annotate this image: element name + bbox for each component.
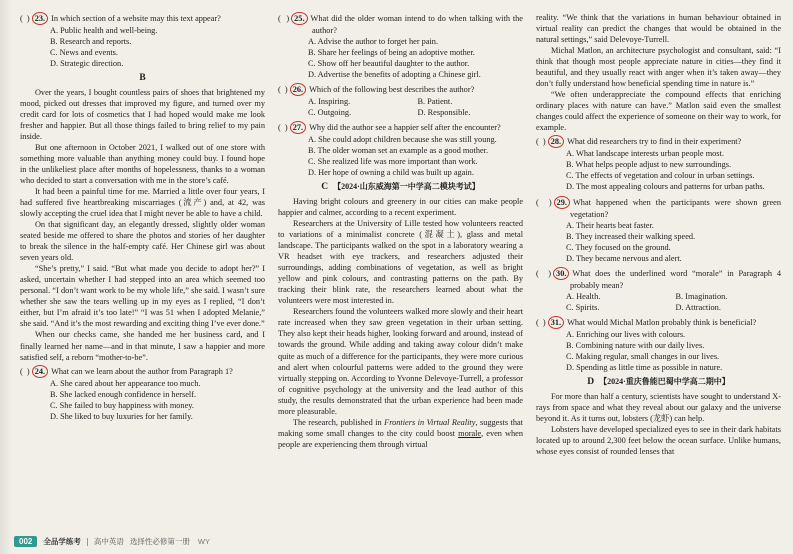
- option-c: C. They focused on the ground.: [566, 242, 671, 252]
- question-26-stem: [278, 83, 523, 96]
- option-a: A. Advise the author to forget her pain.: [308, 37, 439, 47]
- option-b: B. Research and reports.: [50, 37, 132, 47]
- column-left: [20, 12, 265, 530]
- footer-divider: [87, 538, 88, 546]
- question-30-stem: [536, 267, 781, 291]
- passage-paragraph: Having bright colours and greenery in our cities can make people happier and calmer, according to a recent experiment.: [278, 197, 523, 218]
- option-b: B. Imagination.: [675, 291, 728, 301]
- option-d: D. She liked to buy luxuries for her family.: [50, 411, 193, 421]
- section-heading-c: [278, 181, 523, 194]
- option-c: C. Outgoing.: [308, 108, 352, 118]
- option-c: C. Spirits.: [566, 302, 600, 312]
- option-b: B. They increased their walking speed.: [566, 231, 696, 241]
- option-b: B. What helps people adjust to new surroundings.: [566, 160, 732, 170]
- question-23: [20, 12, 265, 69]
- question-number: 24.: [32, 365, 48, 378]
- option-a: A. She cared about her appearance too much.: [50, 378, 201, 388]
- italic-title: Frontiers in Virtual Reality: [384, 417, 476, 427]
- question-25: [278, 12, 523, 80]
- option-d: D. Attraction.: [675, 302, 721, 312]
- question-28-options: [566, 148, 781, 192]
- question-24-options: [50, 378, 265, 422]
- question-25-options: [308, 36, 523, 80]
- page-number-badge: 002: [14, 536, 37, 547]
- answer-paren: ( ): [536, 317, 546, 327]
- answer-paren: ( ): [278, 85, 288, 95]
- question-number: 28.: [548, 135, 564, 148]
- question-text: In which section of a website may this text appear?: [51, 14, 221, 23]
- question-27-options: [308, 134, 523, 178]
- question-text: Why did the author see a happier self after the encounter?: [309, 123, 501, 133]
- question-23-stem: [20, 12, 265, 25]
- option-b: B. Combining nature with our daily lives.: [566, 340, 705, 350]
- question-29-options: [566, 220, 781, 264]
- passage-paragraph: Michal Matlon, an architecture psychologist and consultant, said: “I think that though most people appreciate nature in cities—they find it beautiful, and they usually react with anger when it’s taken away—they don’t fully understand how beneficial spending time in nature is.”: [536, 46, 781, 89]
- option-b: B. She lacked enough confidence in herself.: [50, 389, 197, 399]
- brand-label: 全品学练考: [43, 537, 81, 546]
- question-25-stem: [278, 12, 523, 36]
- text-run: , suggests that making some small changes to the city could boost: [278, 417, 523, 438]
- question-number: 29.: [554, 196, 570, 209]
- option-c: C. News and events.: [50, 48, 118, 58]
- option-d: D. Responsible.: [417, 108, 471, 118]
- question-text: What happened when the participants were shown green vegetation?: [570, 197, 781, 219]
- option-c: C. She realized life was more important than work.: [308, 157, 478, 167]
- question-28: [536, 135, 781, 192]
- option-a: A. She could adopt children because she was still young.: [308, 135, 497, 145]
- option-c: C. Show off her beautiful daughter to the author.: [308, 59, 470, 69]
- passage-paragraph: Lobsters have developed specialized eyes to see in their dark habitats located up to around 2,300 feet below the ocean surface. Unlike humans, whose eyes consist of rounded lenses that: [536, 424, 781, 456]
- question-text: Which of the following best describes the author?: [309, 85, 475, 95]
- option-d: D. Spending as little time as possible in nature.: [566, 362, 723, 372]
- option-b: B. The older woman set an example as a good mother.: [308, 146, 489, 156]
- option-b: B. Share her feelings of being an adoptive mother.: [308, 48, 475, 58]
- question-30-options: [566, 291, 781, 313]
- option-d: D. Strategic direction.: [50, 59, 124, 69]
- answer-paren: ( ): [278, 123, 288, 133]
- question-number: 31.: [548, 316, 564, 329]
- passage-paragraph: Researchers at the University of Lille tested how volunteers reacted to variations of a minimalist concrete (混凝土), glass and metal landscape. The participants walked on the spot in a laboratory wearing a VR headset with eye trackers, and researchers adjusted their surroundings, adding combinations of vegetation, as well as bright yellow and pink colours, and contrasting patterns on the path. By tracking their blink rate, the researchers learned about what the volunteers were most interested in.: [278, 219, 523, 306]
- passage-paragraph-morale: [278, 417, 523, 450]
- question-24-stem: [20, 365, 265, 378]
- option-c: C. She failed to buy happiness with money.: [50, 400, 194, 410]
- answer-paren: ( ): [536, 137, 546, 147]
- section-letter: D: [587, 376, 595, 387]
- page-footer: [14, 536, 779, 547]
- text-run: , even when people are experiencing them through virtual: [278, 428, 523, 449]
- section-source: 【2024·山东威海第一中学高二模块考试】: [333, 182, 480, 192]
- option-d: D. The most appealing colours and patterns for urban paths.: [566, 182, 765, 192]
- option-d: D. Her hope of owning a child was built up again.: [308, 168, 474, 178]
- section-heading-b: B: [139, 73, 146, 84]
- option-a: A. Enriching our lives with colours.: [566, 329, 686, 339]
- answer-paren: ( ): [20, 366, 30, 376]
- passage-paragraph: “She’s pretty,” I said. “But what made you decide to adopt her?” I asked, uncertain whether I had stepped into an area which seemed too personal. “I don’t want work to be my whole life,” she said. I wasn’t sure whether she saw the tears welling up in my eyes as I replied, “I don’t either, but I’m afraid it’s too late!” “I was 51 when I adopted Melanie,” she said. “And it’s the most rewarding and exciting thing I’ve ever done.”: [20, 264, 265, 329]
- question-27: [278, 121, 523, 178]
- passage-paragraph: But one afternoon in October 2021, I walked out of one store with something more valuable than anything money could buy. I found hope in the unlikeliest place after months of hopelessness, thanks to a woman who decided to start a conversation with me in the store’s café.: [20, 142, 265, 186]
- question-number: 25.: [291, 12, 307, 25]
- question-text: What did researchers try to find in their experiment?: [567, 137, 742, 147]
- question-number: 27.: [290, 121, 306, 134]
- passage-paragraph: When our checks came, she handed me her business card, and I finally learned her name—and in that minute, I saw a happier and more satisfied self, a reborn “mother-to-be”.: [20, 330, 265, 362]
- question-number: 30.: [553, 267, 569, 280]
- answer-paren: ( ): [278, 14, 290, 23]
- option-b: B. Patient.: [417, 97, 453, 107]
- section-source: 【2024·重庆鲁能巴蜀中学高二期中】: [599, 376, 730, 386]
- text-run: The research, published in: [292, 417, 385, 427]
- section-letter: C: [321, 182, 329, 193]
- question-27-stem: [278, 121, 523, 134]
- question-30: [536, 267, 781, 313]
- question-31-stem: [536, 316, 781, 329]
- option-a: A. Inspiring.: [308, 97, 351, 107]
- question-text: What would Michal Matlon probably think is beneficial?: [567, 317, 757, 327]
- answer-paren: ( ): [20, 14, 30, 23]
- question-text: What can we learn about the author from Paragraph 1?: [51, 366, 233, 376]
- passage-paragraph: Researchers found the volunteers walked more slowly and their heart rate increased when they saw green vegetation in their urban setting. They also kept their heads higher, looking forward and around, instead of towards the ground. While adding and taking away colour didn’t make quite as much of a difference for the participants, they were more curious and alert when colourful patterns were added to the ground they were virtually stepping on. According to Yvonne Delevoye-Turrell, a professor of cognitive psychology at the university and the lead author of this study, the results demonstrated that the urban experience had been made more pleasurable.: [278, 307, 523, 416]
- question-29: [536, 196, 781, 264]
- passage-paragraph: On that significant day, an elegantly dressed, slightly older woman seated beside me offered to share the photos and stories of her daughter to break the silence in the half-empty café. Her Chinese girl was about seven years old.: [20, 220, 265, 263]
- question-23-options: [50, 25, 265, 69]
- book-label: 选择性必修第一册: [129, 537, 190, 546]
- passage-paragraph: Over the years, I bought countless pairs of shoes that brightened my mood, picked out dresses that improved my figure, and turned over my credit card for lots of cosmetics that I had hoped would make me look fresher and happier. But all those things failed to bring relief to my pain inside.: [20, 87, 265, 141]
- code-label: WY: [197, 537, 210, 546]
- option-c: C. Making regular, small changes in our lives.: [566, 351, 720, 361]
- passage-paragraph: For more than half a century, scientists have sought to understand X-rays from space and what they reveal about our galaxy and the universe beyond it. As it turns out, lobsters (龙虾) can help.: [536, 391, 781, 423]
- option-d: D. Advertise the benefits of adopting a Chinese girl.: [308, 70, 481, 80]
- question-24: [20, 365, 265, 422]
- column-middle: [278, 12, 523, 530]
- question-31-options: [566, 329, 781, 373]
- option-a: A. Their hearts beat faster.: [566, 220, 654, 230]
- passage-paragraph: “We often underappreciate the compound effects that enriching ordinary places with nature can have.” Matlon said even the smallest changes could affect the experience of someone on their way to work, for example.: [536, 90, 781, 133]
- passage-paragraph-continued: reality. “We think that the variations in human behaviour obtained in virtual reality can predict the changes that would be obtained in the natural settings,” said Delevoye-Turrell.: [536, 13, 781, 45]
- underlined-word: morale: [458, 428, 482, 438]
- column-right: [536, 12, 781, 530]
- option-a: A. Health.: [566, 291, 601, 301]
- section-heading-d: [536, 376, 781, 389]
- option-c: C. The effects of vegetation and colour in urban settings.: [566, 171, 755, 181]
- option-a: A. Public health and well-being.: [50, 26, 158, 36]
- question-31: [536, 316, 781, 373]
- question-number: 26.: [290, 83, 306, 96]
- question-text: What does the underlined word “morale” in Paragraph 4 probably mean?: [570, 268, 781, 290]
- passage-paragraph: It had been a painful time for me. Married a little over four years, I had suffered five heartbreaking miscarriages (流产) and, at 42, was slowly accepting the cruel idea that I might never be able to have a child.: [20, 187, 265, 219]
- question-26: [278, 83, 523, 118]
- question-26-options: [308, 96, 523, 118]
- question-text: What did the older woman intend to do when talking with the author?: [310, 14, 523, 36]
- option-d: D. They became nervous and alert.: [566, 253, 682, 263]
- subject-label: 高中英语: [93, 537, 124, 546]
- question-number: 23.: [32, 12, 48, 25]
- answer-paren: ( ): [536, 197, 552, 207]
- answer-paren: ( ): [536, 268, 552, 278]
- question-28-stem: [536, 135, 781, 148]
- option-a: A. What landscape interests urban people most.: [566, 149, 724, 159]
- question-29-stem: [536, 196, 781, 220]
